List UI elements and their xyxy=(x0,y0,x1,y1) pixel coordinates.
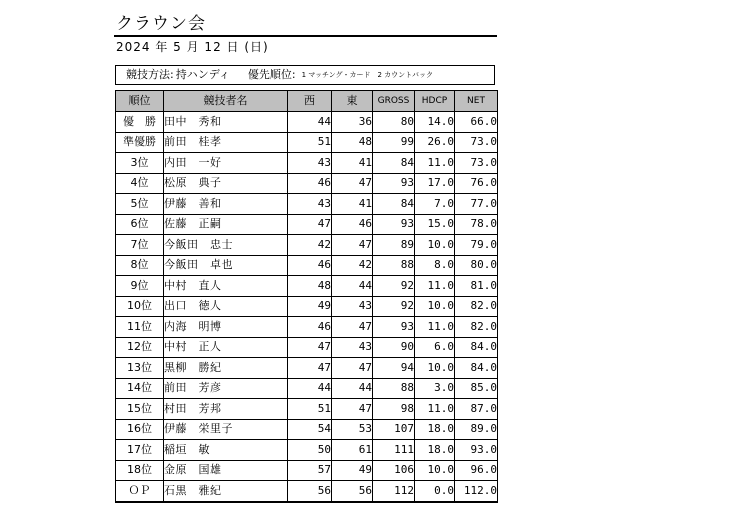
west-score-cell: 46 xyxy=(288,173,332,194)
net-score-cell: 112.0 xyxy=(455,481,498,502)
table-row xyxy=(116,460,498,481)
handicap-cell: 18.0 xyxy=(415,440,455,461)
handicap-cell: 26.0 xyxy=(415,132,455,153)
table-row xyxy=(116,235,498,256)
east-score-cell: 48 xyxy=(332,132,373,153)
handicap-cell: 11.0 xyxy=(415,153,455,174)
gross-score-cell: 88 xyxy=(373,255,415,276)
table-row xyxy=(116,214,498,235)
east-score-cell: 43 xyxy=(332,337,373,358)
rank-cell: 準優勝 xyxy=(116,132,164,153)
west-score-cell: 54 xyxy=(288,419,332,440)
player-name-cell: 前田 芳彦 xyxy=(164,378,288,399)
rank-cell: 12位 xyxy=(116,337,164,358)
player-name-cell: 内田 一好 xyxy=(164,153,288,174)
net-score-cell: 76.0 xyxy=(455,173,498,194)
method-label: 競技方法: xyxy=(126,68,174,81)
table-row xyxy=(116,112,498,133)
header-player-name: 競技者名 xyxy=(164,91,288,112)
west-score-cell: 47 xyxy=(288,337,332,358)
east-score-cell: 53 xyxy=(332,419,373,440)
east-score-cell: 47 xyxy=(332,235,373,256)
gross-score-cell: 107 xyxy=(373,419,415,440)
player-name-cell: 伊藤 善和 xyxy=(164,194,288,215)
net-score-cell: 84.0 xyxy=(455,337,498,358)
net-score-cell: 84.0 xyxy=(455,358,498,379)
header-gross: GROSS xyxy=(373,91,415,112)
west-score-cell: 46 xyxy=(288,255,332,276)
west-score-cell: 51 xyxy=(288,132,332,153)
rank-cell: 優 勝 xyxy=(116,112,164,133)
player-name-cell: 伊藤 栄里子 xyxy=(164,419,288,440)
rank-cell: 3位 xyxy=(116,153,164,174)
priority-value: 1 マッチング・カード 2 カウントバック xyxy=(301,71,434,79)
gross-score-cell: 98 xyxy=(373,399,415,420)
west-score-cell: 47 xyxy=(288,214,332,235)
player-name-cell: 佐藤 正嗣 xyxy=(164,214,288,235)
rank-cell: 8位 xyxy=(116,255,164,276)
west-score-cell: 47 xyxy=(288,358,332,379)
player-name-cell: 前田 桂孝 xyxy=(164,132,288,153)
gross-score-cell: 93 xyxy=(373,317,415,338)
net-score-cell: 66.0 xyxy=(455,112,498,133)
east-score-cell: 49 xyxy=(332,460,373,481)
gross-score-cell: 92 xyxy=(373,296,415,317)
rank-cell: 4位 xyxy=(116,173,164,194)
gross-score-cell: 93 xyxy=(373,214,415,235)
competition-rules-box xyxy=(115,65,495,85)
east-score-cell: 42 xyxy=(332,255,373,276)
table-row xyxy=(116,378,498,399)
player-name-cell: 中村 正人 xyxy=(164,337,288,358)
handicap-cell: 14.0 xyxy=(415,112,455,133)
header-rank: 順位 xyxy=(116,91,164,112)
table-row xyxy=(116,337,498,358)
table-row xyxy=(116,419,498,440)
rank-cell: 5位 xyxy=(116,194,164,215)
west-score-cell: 51 xyxy=(288,399,332,420)
east-score-cell: 47 xyxy=(332,358,373,379)
east-score-cell: 36 xyxy=(332,112,373,133)
rank-cell: 13位 xyxy=(116,358,164,379)
page-title: クラウン会 xyxy=(116,14,206,34)
west-score-cell: 57 xyxy=(288,460,332,481)
west-score-cell: 43 xyxy=(288,153,332,174)
west-score-cell: 43 xyxy=(288,194,332,215)
net-score-cell: 73.0 xyxy=(455,132,498,153)
table-header-row xyxy=(116,91,498,112)
west-score-cell: 56 xyxy=(288,481,332,502)
net-score-cell: 82.0 xyxy=(455,296,498,317)
handicap-cell: 18.0 xyxy=(415,419,455,440)
results-table xyxy=(115,90,498,503)
net-score-cell: 73.0 xyxy=(455,153,498,174)
east-score-cell: 43 xyxy=(332,296,373,317)
handicap-cell: 6.0 xyxy=(415,337,455,358)
method-value: 持ハンディ xyxy=(175,68,230,81)
handicap-cell: 10.0 xyxy=(415,358,455,379)
net-score-cell: 96.0 xyxy=(455,460,498,481)
header-west: 西 xyxy=(288,91,332,112)
rank-cell: 7位 xyxy=(116,235,164,256)
header-net: NET xyxy=(455,91,498,112)
player-name-cell: 村田 芳邦 xyxy=(164,399,288,420)
handicap-cell: 7.0 xyxy=(415,194,455,215)
handicap-cell: 8.0 xyxy=(415,255,455,276)
priority-label: 優先順位: xyxy=(247,68,296,81)
gross-score-cell: 84 xyxy=(373,153,415,174)
table-row xyxy=(116,194,498,215)
gross-score-cell: 111 xyxy=(373,440,415,461)
player-name-cell: 稲垣 敏 xyxy=(164,440,288,461)
rank-cell: 17位 xyxy=(116,440,164,461)
gross-score-cell: 93 xyxy=(373,173,415,194)
net-score-cell: 89.0 xyxy=(455,419,498,440)
west-score-cell: 50 xyxy=(288,440,332,461)
east-score-cell: 41 xyxy=(332,194,373,215)
handicap-cell: 10.0 xyxy=(415,235,455,256)
gross-score-cell: 90 xyxy=(373,337,415,358)
west-score-cell: 46 xyxy=(288,317,332,338)
east-score-cell: 47 xyxy=(332,173,373,194)
handicap-cell: 0.0 xyxy=(415,481,455,502)
table-row xyxy=(116,153,498,174)
title-underline xyxy=(114,35,497,37)
rank-cell: 6位 xyxy=(116,214,164,235)
rank-cell: 16位 xyxy=(116,419,164,440)
rank-cell: 14位 xyxy=(116,378,164,399)
handicap-cell: 11.0 xyxy=(415,317,455,338)
player-name-cell: 中村 直人 xyxy=(164,276,288,297)
table-row xyxy=(116,132,498,153)
handicap-cell: 10.0 xyxy=(415,296,455,317)
gross-score-cell: 99 xyxy=(373,132,415,153)
header-hdcp: HDCP xyxy=(415,91,455,112)
player-name-cell: 黒柳 勝紀 xyxy=(164,358,288,379)
rank-cell: ＯＰ xyxy=(116,481,164,502)
table-row xyxy=(116,173,498,194)
player-name-cell: 金原 国雄 xyxy=(164,460,288,481)
handicap-cell: 10.0 xyxy=(415,460,455,481)
player-name-cell: 今飯田 忠士 xyxy=(164,235,288,256)
west-score-cell: 44 xyxy=(288,112,332,133)
rank-cell: 18位 xyxy=(116,460,164,481)
west-score-cell: 48 xyxy=(288,276,332,297)
table-row xyxy=(116,317,498,338)
event-date: 2024 年 5 月 12 日 (日) xyxy=(116,40,269,54)
gross-score-cell: 92 xyxy=(373,276,415,297)
gross-score-cell: 94 xyxy=(373,358,415,379)
net-score-cell: 79.0 xyxy=(455,235,498,256)
rank-cell: 10位 xyxy=(116,296,164,317)
handicap-cell: 17.0 xyxy=(415,173,455,194)
east-score-cell: 46 xyxy=(332,214,373,235)
player-name-cell: 今飯田 卓也 xyxy=(164,255,288,276)
handicap-cell: 15.0 xyxy=(415,214,455,235)
player-name-cell: 出口 徳人 xyxy=(164,296,288,317)
handicap-cell: 3.0 xyxy=(415,378,455,399)
east-score-cell: 44 xyxy=(332,378,373,399)
gross-score-cell: 89 xyxy=(373,235,415,256)
player-name-cell: 内海 明博 xyxy=(164,317,288,338)
net-score-cell: 80.0 xyxy=(455,255,498,276)
net-score-cell: 77.0 xyxy=(455,194,498,215)
header-east: 東 xyxy=(332,91,373,112)
west-score-cell: 44 xyxy=(288,378,332,399)
gross-score-cell: 84 xyxy=(373,194,415,215)
table-row xyxy=(116,358,498,379)
gross-score-cell: 106 xyxy=(373,460,415,481)
gross-score-cell: 112 xyxy=(373,481,415,502)
player-name-cell: 田中 秀和 xyxy=(164,112,288,133)
east-score-cell: 44 xyxy=(332,276,373,297)
table-row xyxy=(116,481,498,502)
net-score-cell: 87.0 xyxy=(455,399,498,420)
player-name-cell: 石黒 雅紀 xyxy=(164,481,288,502)
east-score-cell: 56 xyxy=(332,481,373,502)
table-row xyxy=(116,276,498,297)
table-row xyxy=(116,255,498,276)
net-score-cell: 81.0 xyxy=(455,276,498,297)
net-score-cell: 93.0 xyxy=(455,440,498,461)
net-score-cell: 85.0 xyxy=(455,378,498,399)
player-name-cell: 松原 典子 xyxy=(164,173,288,194)
west-score-cell: 42 xyxy=(288,235,332,256)
handicap-cell: 11.0 xyxy=(415,276,455,297)
rank-cell: 15位 xyxy=(116,399,164,420)
table-row xyxy=(116,399,498,420)
rank-cell: 9位 xyxy=(116,276,164,297)
east-score-cell: 47 xyxy=(332,317,373,338)
table-row xyxy=(116,296,498,317)
east-score-cell: 61 xyxy=(332,440,373,461)
west-score-cell: 49 xyxy=(288,296,332,317)
gross-score-cell: 88 xyxy=(373,378,415,399)
east-score-cell: 41 xyxy=(332,153,373,174)
net-score-cell: 78.0 xyxy=(455,214,498,235)
net-score-cell: 82.0 xyxy=(455,317,498,338)
gross-score-cell: 80 xyxy=(373,112,415,133)
handicap-cell: 11.0 xyxy=(415,399,455,420)
east-score-cell: 47 xyxy=(332,399,373,420)
rank-cell: 11位 xyxy=(116,317,164,338)
table-row xyxy=(116,440,498,461)
